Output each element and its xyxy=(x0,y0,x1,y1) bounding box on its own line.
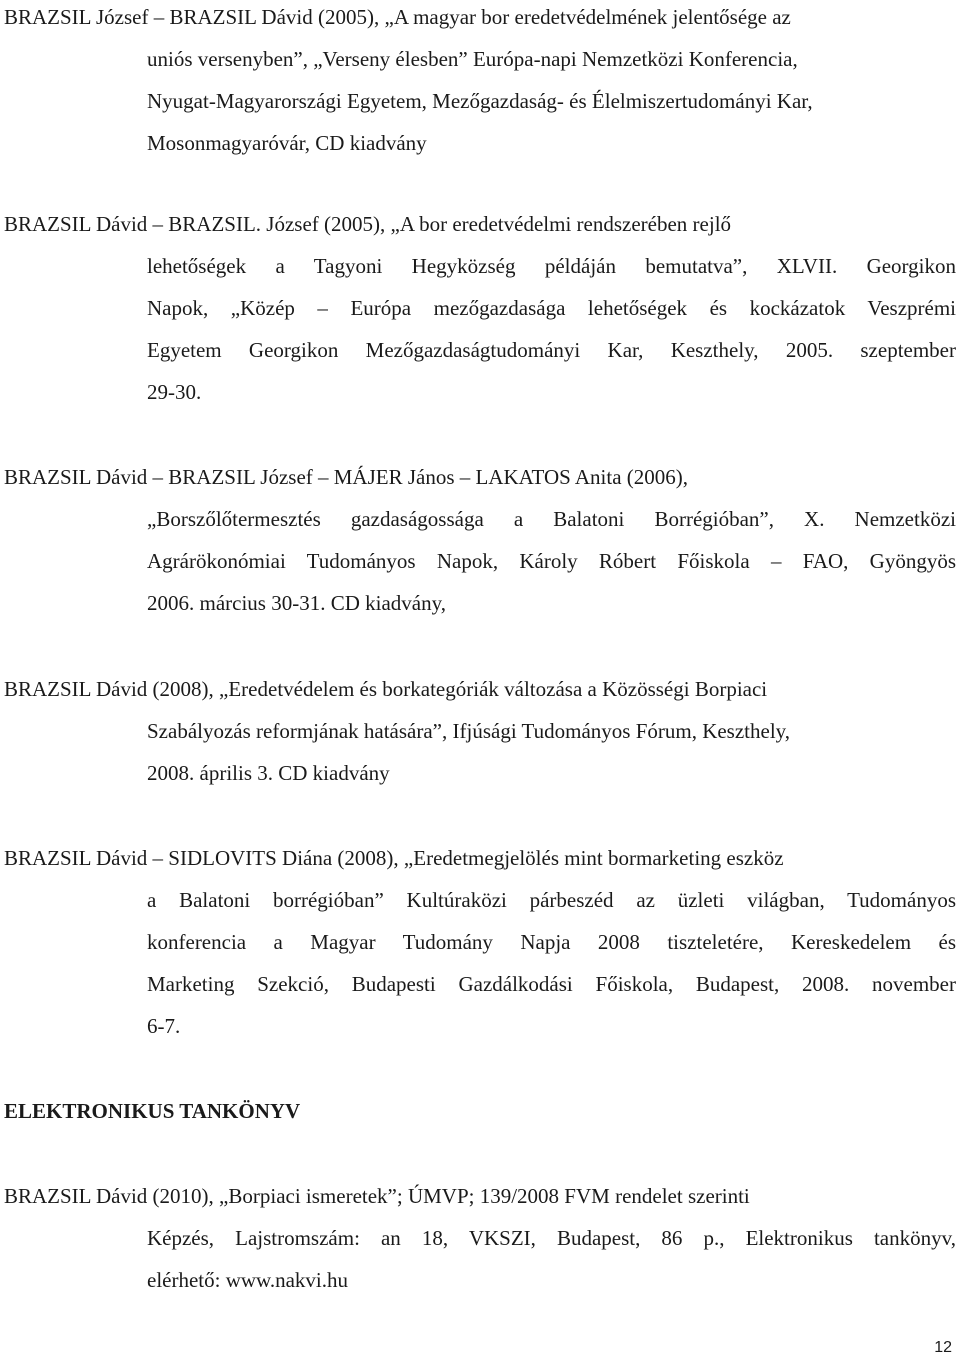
reference-line: BRAZSIL Dávid – BRAZSIL József – MÁJER János – LAKATOS Anita (2006), xyxy=(4,465,689,489)
section-heading: ELEKTRONIKUS TANKÖNYV xyxy=(4,1099,301,1123)
reference-line: BRAZSIL Dávid (2008), „Eredetvédelem és borkategóriák változása a Közösségi Borpiaci xyxy=(4,677,768,701)
reference-line: 6-7. xyxy=(147,1014,181,1038)
page-number: 12 xyxy=(934,1339,952,1356)
reference-line: 29-30. xyxy=(147,380,202,404)
reference-line: BRAZSIL Dávid (2010), „Borpiaci ismeretek”; ÚMVP; 139/2008 FVM rendelet szerinti xyxy=(4,1184,750,1208)
reference-line: Szabályozás reformjának hatására”, Ifjúsági Tudományos Fórum, Keszthely, xyxy=(147,719,791,743)
reference-line: Marketing Szekció, Budapesti Gazdálkodási Főiskola, Budapest, 2008. november xyxy=(147,972,956,996)
reference-line: Képzés, Lajstromszám: an 18, VKSZI, Budapest, 86 p., Elektronikus tankönyv, xyxy=(147,1226,956,1250)
reference-line: uniós versenyben”, „Verseny élesben” Európa-napi Nemzetközi Konferencia, xyxy=(147,47,798,71)
reference-line: Egyetem Georgikon Mezőgazdaságtudományi Kar, Keszthely, 2005. szeptember xyxy=(147,338,956,362)
reference-line: BRAZSIL József – BRAZSIL Dávid (2005), „A magyar bor eredetvédelmének jelentősége az xyxy=(4,5,791,29)
reference-line: 2008. április 3. CD kiadvány xyxy=(147,761,390,785)
reference-line: Agrárökonómiai Tudományos Napok, Károly Róbert Főiskola – FAO, Gyöngyös xyxy=(147,549,956,573)
reference-line: Napok, „Közép – Európa mezőgazdasága lehetőségek és kockázatok Veszprémi xyxy=(147,296,956,320)
reference-entry xyxy=(4,456,956,624)
reference-line: 2006. március 30-31. CD kiadvány, xyxy=(147,591,447,615)
reference-line: Nyugat-Magyarországi Egyetem, Mezőgazdaság- és Élelmiszertudományi Kar, xyxy=(147,89,813,113)
reference-line: lehetőségek a Tagyoni Hegyközség példáján bemutatva”, XLVII. Georgikon xyxy=(147,254,956,278)
reference-line: a Balatoni borrégióban” Kultúraközi párbeszéd az üzleti világban, Tudományos xyxy=(147,888,956,912)
reference-line: BRAZSIL Dávid – BRAZSIL. József (2005), „A bor eredetvédelmi rendszerében rejlő xyxy=(4,212,732,236)
reference-line: konferencia a Magyar Tudomány Napja 2008 tiszteletére, Kereskedelem és xyxy=(147,930,956,954)
reference-entry xyxy=(4,203,956,413)
reference-entry xyxy=(4,0,956,164)
reference-line: Mosonmagyaróvár, CD kiadvány xyxy=(147,131,427,155)
reference-line: BRAZSIL Dávid – SIDLOVITS Diána (2008), „Eredetmegjelölés mint bormarketing eszköz xyxy=(4,846,784,870)
reference-entry xyxy=(4,668,956,794)
reference-line: elérhető: www.nakvi.hu xyxy=(147,1268,348,1292)
reference-line: „Borszőlőtermesztés gazdaságossága a Balatoni Borrégióban”, X. Nemzetközi xyxy=(147,507,956,531)
reference-entry xyxy=(4,1175,956,1301)
reference-entry xyxy=(4,837,956,1047)
